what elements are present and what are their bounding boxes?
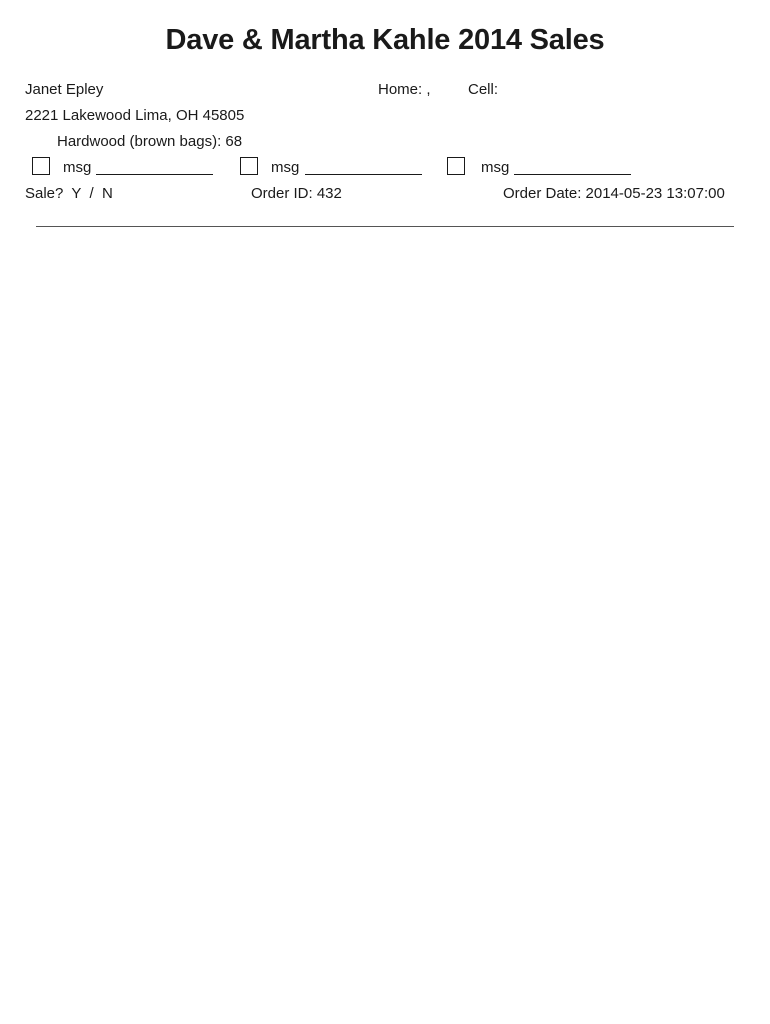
order-id: Order ID: 432 bbox=[251, 185, 342, 202]
sale-yes-no: Sale? Y / N bbox=[25, 185, 113, 202]
order-date: Order Date: 2014-05-23 13:07:00 bbox=[503, 185, 725, 202]
msg-line-1[interactable] bbox=[96, 174, 213, 175]
msg-label-2: msg bbox=[271, 159, 300, 176]
msg-checkbox-2[interactable] bbox=[240, 157, 258, 175]
msg-label-3: msg bbox=[481, 159, 510, 176]
msg-checkbox-1[interactable] bbox=[32, 157, 50, 175]
msg-checkbox-3[interactable] bbox=[447, 157, 465, 175]
customer-address: 2221 Lakewood Lima, OH 45805 bbox=[25, 107, 245, 124]
item-line: Hardwood (brown bags): 68 bbox=[57, 133, 243, 150]
msg-line-3[interactable] bbox=[514, 174, 631, 175]
section-divider bbox=[36, 226, 734, 227]
cell-phone-label: Cell: bbox=[468, 81, 499, 98]
page-title: Dave & Martha Kahle 2014 Sales bbox=[165, 24, 605, 56]
msg-line-2[interactable] bbox=[305, 174, 422, 175]
msg-label-1: msg bbox=[63, 159, 92, 176]
home-phone-label: Home: , bbox=[378, 81, 431, 98]
customer-name: Janet Epley bbox=[25, 81, 104, 98]
